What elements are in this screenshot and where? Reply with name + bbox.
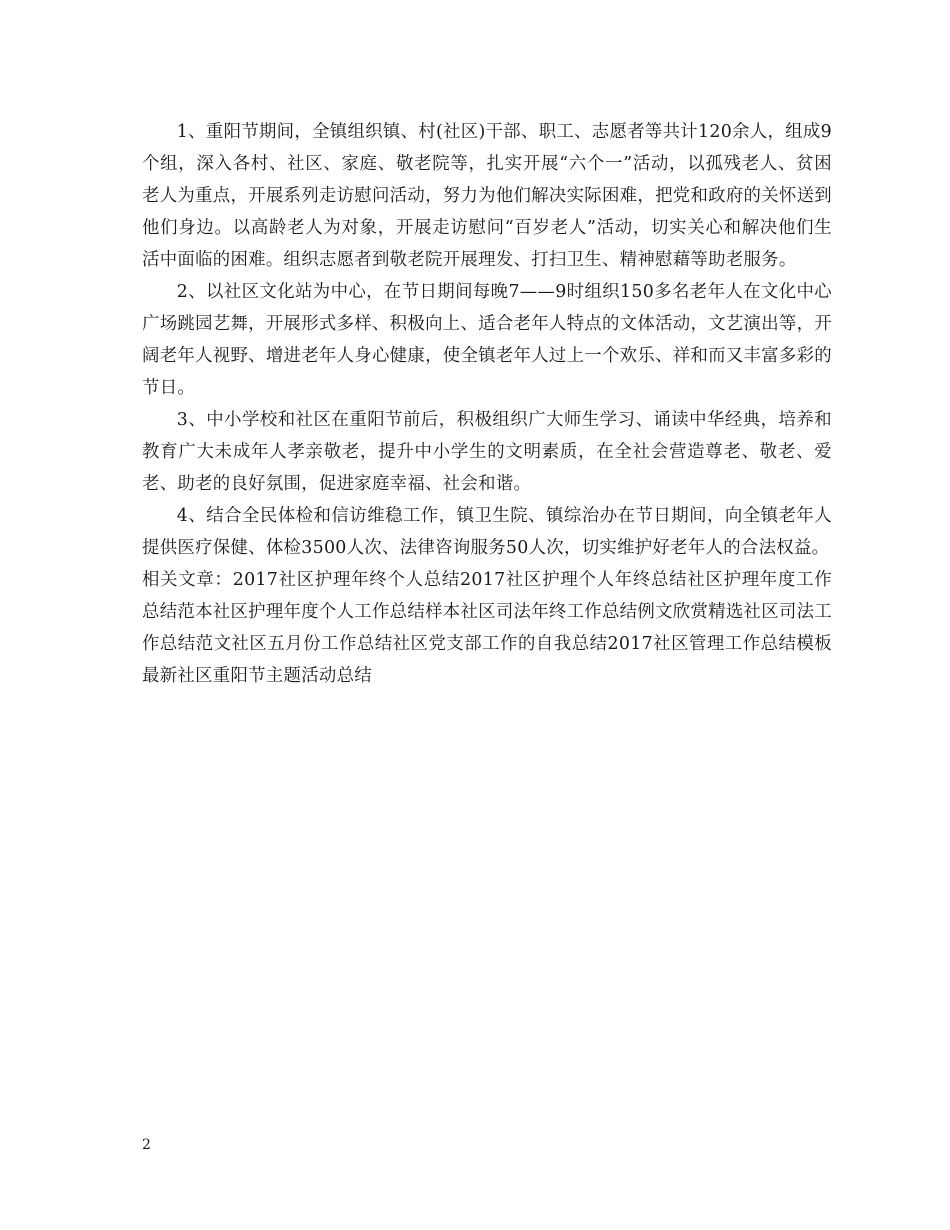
- paragraph-2: 2、以社区文化站为中心，在节日期间每晚7——9时组织150多名老年人在文化中心广场跳园艺舞，开展形式多样、积极向上、适合老年人特点的文体活动，文艺演出等，开阔老年人视野、增进老年人身心健康，使全镇老年人过上一个欢乐、祥和而又丰富多彩的节日。: [142, 282, 832, 398]
- paragraph-4: 4、结合全民体检和信访维稳工作，镇卫生院、镇综治办在节日期间，向全镇老年人提供医疗保健、体检3500人次、法律咨询服务50人次，切实维护好老年人的合法权益。: [142, 506, 832, 558]
- paragraph-1: 1、重阳节期间，全镇组织镇、村(社区)干部、职工、志愿者等共计120余人，组成9个组，深入各村、社区、家庭、敬老院等，扎实开展“六个一”活动，以孤残老人、贫困老人为重点，开展系列走访慰问活动，努力为他们解决实际困难，把党和政府的关怀送到他们身边。以高龄老人为对象，开展走访慰问“百岁老人”活动，切实关心和解决他们生活中面临的困难。组织志愿者到敬老院开展理发、打扫卫生、精神慰藉等助老服务。: [142, 122, 832, 270]
- related-articles: 相关文章：2017社区护理年终个人总结2017社区护理个人年终总结社区护理年度工作总结范本社区护理年度个人工作总结样本社区司法年终工作总结例文欣赏精选社区司法工作总结范文社区五月份工作总结社区党支部工作的自我总结2017社区管理工作总结模板最新社区重阳节主题活动总结: [142, 570, 832, 686]
- document-body: [142, 116, 832, 692]
- paragraph-3: 3、中小学校和社区在重阳节前后，积极组织广大师生学习、诵读中华经典，培养和教育广大未成年人孝亲敬老，提升中小学生的文明素质，在全社会营造尊老、敬老、爱老、助老的良好氛围，促进家庭幸福、社会和谐。: [142, 410, 832, 494]
- page-number: 2: [142, 1137, 151, 1153]
